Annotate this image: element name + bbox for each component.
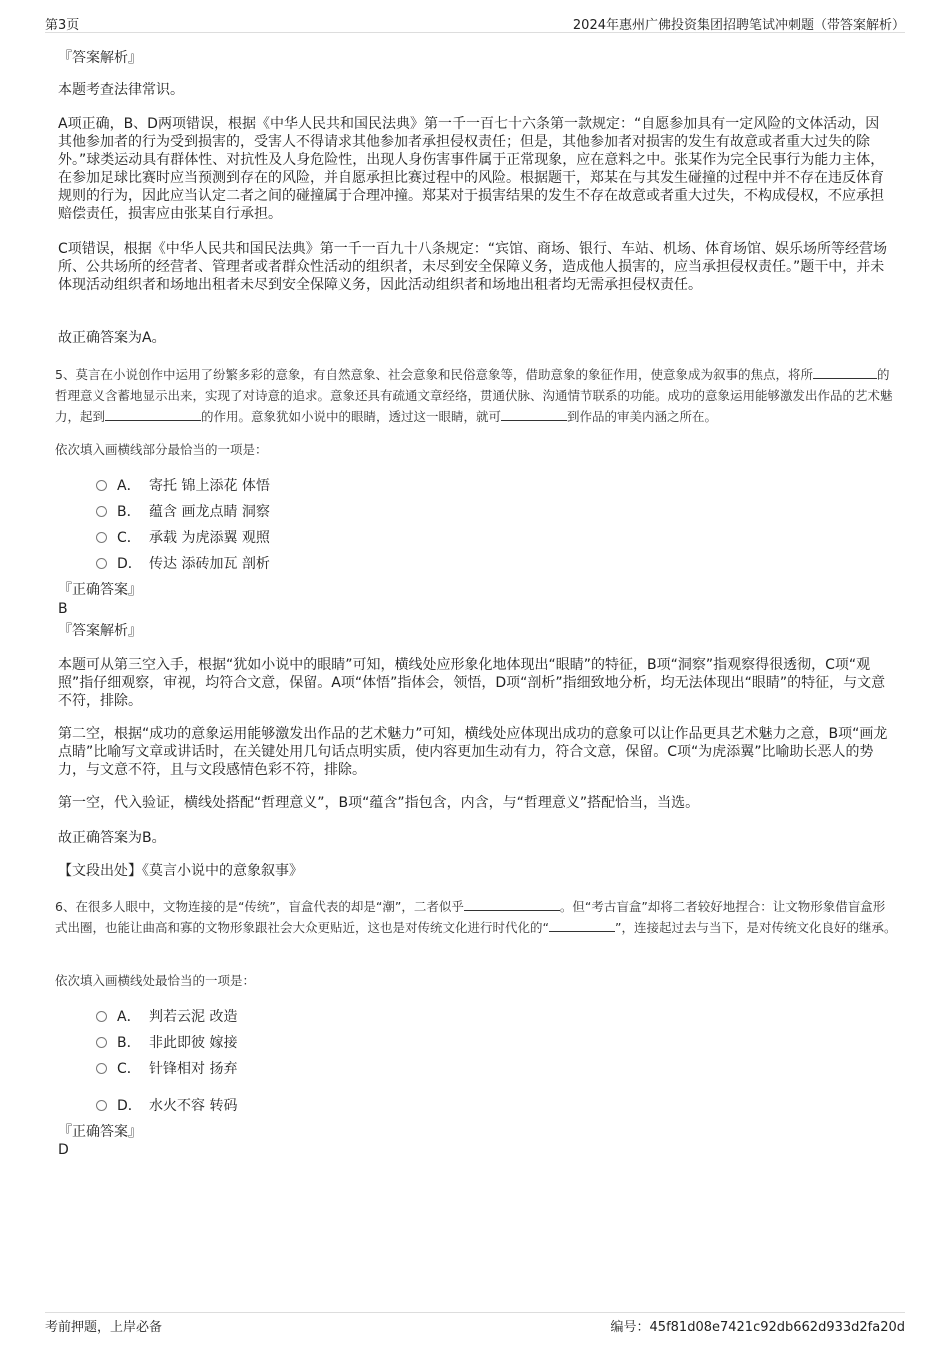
q5-blank-3 — [501, 408, 567, 421]
option-text: 传达 添砖加瓦 剖析 — [149, 556, 270, 572]
option-text: 寄托 锦上添花 体悟 — [149, 478, 270, 494]
q6-option-a[interactable] — [96, 1006, 237, 1026]
q4-answer-text: 故正确答案为A。 — [58, 330, 166, 346]
option-letter: A． — [117, 478, 141, 494]
q5-analysis-label: 『答案解析』 — [58, 623, 142, 639]
q6-blank-2 — [549, 919, 615, 932]
q5-stem-part-c: 的作用。意象犹如小说中的眼睛，透过这一眼睛，就可 — [201, 409, 502, 424]
option-text: 判若云泥 改造 — [149, 1009, 238, 1025]
option-letter: C． — [117, 1061, 141, 1077]
option-text: 非此即彼 嫁接 — [149, 1035, 238, 1051]
q6-blank-1 — [464, 898, 560, 911]
q6-option-c[interactable] — [96, 1058, 237, 1078]
q6-stem-part-c: ”，连接起过去与当下，是对传统文化良好的继承。 — [614, 920, 897, 935]
radio-icon[interactable] — [96, 480, 107, 491]
option-text: 承载 为虎添翼 观照 — [149, 530, 270, 546]
page-header — [45, 12, 905, 33]
q6-stem — [55, 896, 897, 938]
q6-stem-part-b: 。但“考古盲盒”却将二者较好地捏合：让文物形象借盲盒形式出圈，也能让曲高和寡的文物形象跟社会大众更贴近，这也是对传统文化进行时代化的“ — [55, 899, 886, 935]
q5-option-d[interactable] — [96, 553, 270, 573]
q5-source: 【文段出处】《莫言小说中的意象叙事》 — [58, 863, 303, 879]
radio-icon[interactable] — [96, 1100, 107, 1111]
radio-icon[interactable] — [96, 532, 107, 543]
radio-icon[interactable] — [96, 558, 107, 569]
q5-answer-label: 『正确答案』 — [58, 582, 142, 598]
option-text: 蕴含 画龙点睛 洞察 — [149, 504, 270, 520]
q5-answer: B — [58, 601, 68, 617]
q5-analysis-p1: 本题可从第三空入手，根据“犹如小说中的眼睛”可知，横线处应形象化地体现出“眼睛”的特征，B项“洞察”指观察得很透彻，C项“观照”指仔细观察，审视，均符合文意，保留。A项“体悟”指体会，领悟，D项“剖析”指细致地分析，均无法体现出“眼睛”的特征，与文意不符，排除。 — [58, 657, 886, 709]
radio-icon[interactable] — [96, 1011, 107, 1022]
code-value: 45f81d08e7421c92db662d933d2fa20d — [649, 1320, 905, 1335]
q6-option-d[interactable] — [96, 1095, 237, 1115]
q5-analysis-p3: 第一空，代入验证，横线处搭配“哲理意义”，B项“蕴含”指包含，内含，与“哲理意义”搭配恰当，当选。 — [58, 795, 700, 811]
q4-analysis-label: 『答案解析』 — [58, 50, 142, 66]
option-letter: D． — [117, 556, 142, 572]
q6-answer-label: 『正确答案』 — [58, 1124, 142, 1140]
q5-blank-2 — [105, 408, 201, 421]
q4-analysis-p2: A项正确，B、D两项错误，根据《中华人民共和国民法典》第一千一百七十六条第一款规定：“自愿参加具有一定风险的文体活动，因其他参加者的行为受到损害的，受害人不得请求其他参加者承担侵权责任；但是，其他参加者对损害的发生有故意或者重大过失的除外。”球类运动具有群体性、对抗性及人身危险性，出现人身伤害事件属于正常现象，应在意料之中。张某作为完全民事行为能力主体，在参加足球比赛时应当预测到存在的风险，并自愿承担比赛过程中的风险。根据题干，郑某在与其发生碰撞的过程中并不存在违反体育规则的行为，因此应当认定二者之间的碰撞属于合理冲撞。郑某对于损害结果的发生不存在故意或者重大过失，不构成侵权，不应承担赔偿责任，损害应由张某自行承担。 — [58, 116, 885, 222]
q6-option-b[interactable] — [96, 1032, 237, 1052]
footer-slogan: 考前押题，上岸必备 — [45, 1320, 163, 1335]
q5-option-b[interactable] — [96, 501, 270, 521]
q4-analysis-p1: 本题考查法律常识。 — [58, 82, 184, 98]
option-letter: B． — [117, 504, 141, 520]
q4-analysis-p3: C项错误，根据《中华人民共和国民法典》第一千一百九十八条规定：“宾馆、商场、银行、车站、机场、体育场馆、娱乐场所等经营场所、公共场所的经营者、管理者或者群众性活动的组织者，未尽到安全保障义务，造成他人损害的，应当承担侵权责任。”题干中，并未体现活动组织者和场地出租者未尽到安全保障义务，因此活动组织者和场地出租者均无需承担侵权责任。 — [58, 241, 888, 293]
radio-icon[interactable] — [96, 1037, 107, 1048]
document-title: 2024年惠州广佛投资集团招聘笔试冲刺题（带答案解析） — [572, 18, 905, 33]
radio-icon[interactable] — [96, 506, 107, 517]
option-letter: B． — [117, 1035, 141, 1051]
q5-stem — [55, 364, 897, 427]
q6-instruction: 依次填入画横线处最恰当的一项是： — [55, 973, 256, 988]
q5-option-c[interactable] — [96, 527, 270, 547]
q5-analysis-p2: 第二空，根据“成功的意象运用能够激发出作品的艺术魅力”可知，横线处应体现出成功的意象可以让作品更具艺术魅力之意，B项“画龙点睛”比喻写文章或讲话时，在关键处用几句话点明实质，使内容更加生动有力，符合文意，保留。C项“为虎添翼”比喻助长恶人的势力，与文意不符，且与文段感情色彩不符，排除。 — [58, 726, 888, 778]
q6-answer: D — [58, 1142, 69, 1158]
q5-instruction: 依次填入画横线部分最恰当的一项是： — [55, 442, 268, 457]
q5-stem-part-b: 的哲理意义含蓄地显示出来，实现了对诗意的追求。意象还具有疏通文章经络，贯通伏脉、沟通情节联系的功能。成功的意象运用能够激发出作品的艺术魅力，起到 — [55, 367, 893, 424]
q5-option-a[interactable] — [96, 475, 270, 495]
option-text: 水火不容 转码 — [149, 1098, 238, 1114]
q5-stem-part-d: 到作品的审美内涵之所在。 — [567, 409, 718, 424]
q6-stem-part-a: 6、在很多人眼中，文物连接的是“传统”，盲盒代表的却是“潮”，二者似乎 — [55, 899, 464, 914]
q5-answer-text: 故正确答案为B。 — [58, 830, 166, 846]
option-letter: D． — [117, 1098, 142, 1114]
page-footer — [45, 1312, 905, 1337]
page-number: 第3页 — [45, 18, 80, 33]
option-letter: A． — [117, 1009, 141, 1025]
option-letter: C． — [117, 530, 141, 546]
code-label: 编号： — [610, 1320, 650, 1335]
q5-stem-part-a: 5、莫言在小说创作中运用了纷繁多彩的意象，有自然意象、社会意象和民俗意象等，借助意象的象征作用，使意象成为叙事的焦点，将所 — [55, 367, 813, 382]
radio-icon[interactable] — [96, 1063, 107, 1074]
option-text: 针锋相对 扬弃 — [149, 1061, 238, 1077]
document-code — [611, 1316, 905, 1335]
q5-blank-1 — [813, 366, 877, 379]
